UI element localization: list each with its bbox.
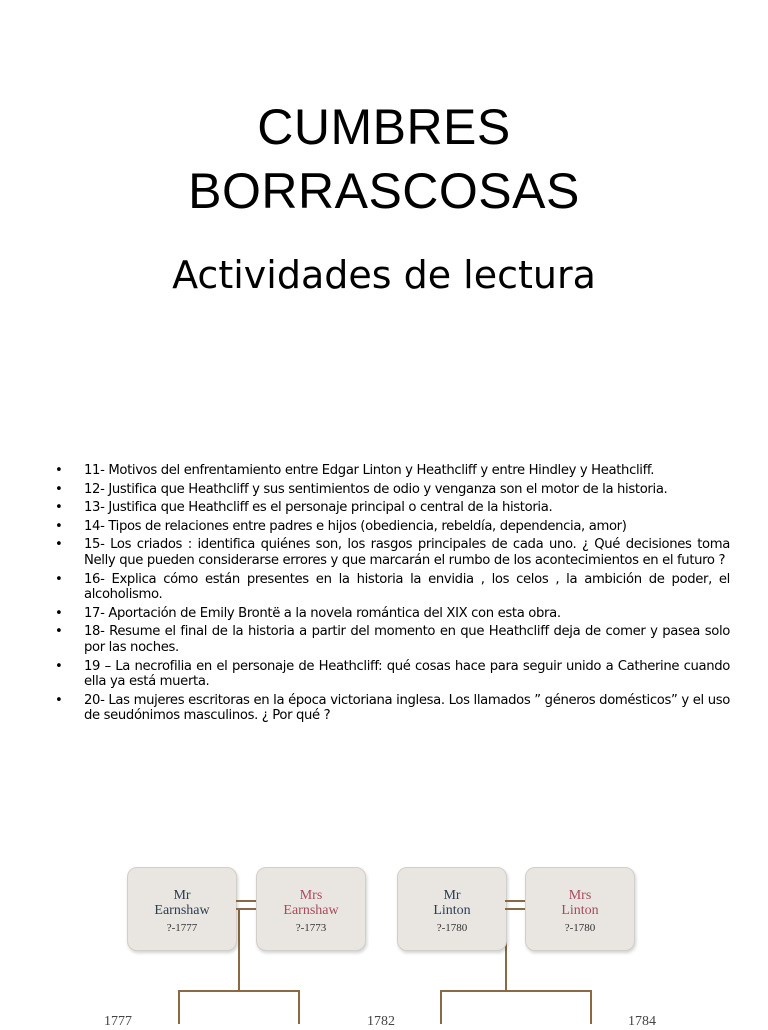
subtitle: Actividades de lectura xyxy=(172,253,596,297)
list-item: • 11- Motivos del enfrentamiento entre Edgar Linton y Heathcliff y entre Hindley y Heathcliff. xyxy=(55,463,730,479)
list-item: • 14- Tipos de relaciones entre padres e hijos (obediencia, rebeldía, dependencia, amor) xyxy=(55,519,730,535)
list-item: • 15- Los criados : identifica quiénes son, los rasgos principales de cada uno. ¿ Qué decisiones toma Nelly que pueden considerarse errores y que marcarán el rumbo de los acontecimientos en el futuro ? xyxy=(55,537,730,568)
marriage-symbol xyxy=(505,900,525,910)
activities-list xyxy=(55,463,730,727)
tree-line xyxy=(178,990,180,1024)
card-surname: Linton xyxy=(433,903,471,918)
card-surname: Linton xyxy=(561,903,599,918)
family-card-mrs-earnshaw xyxy=(256,867,366,951)
list-item: • 13- Justifica que Heathcliff es el personaje principal o central de la historia. xyxy=(55,500,730,516)
card-surname: Earnshaw xyxy=(283,903,339,918)
list-item: • 20- Las mujeres escritoras en la época victoriana inglesa. Los llamados ” géneros domésticos” y el uso de seudónimos masculinos. ¿ Por qué ? xyxy=(55,693,730,724)
tree-line xyxy=(440,990,590,992)
family-card-mr-linton xyxy=(397,867,507,951)
tree-line xyxy=(590,990,592,1024)
family-tree xyxy=(0,860,768,1029)
tree-line xyxy=(178,990,298,992)
title-line-2: BORRASCOSAS xyxy=(188,163,580,219)
family-card-mrs-linton xyxy=(525,867,635,951)
card-name: Mr xyxy=(173,888,191,903)
year-label: 1784 xyxy=(628,1014,656,1029)
list-item: • 12- Justifica que Heathcliff y sus sentimientos de odio y venganza son el motor de la historia. xyxy=(55,482,730,498)
tree-line xyxy=(238,910,240,990)
year-label: 1782 xyxy=(367,1014,395,1029)
title-line-1: CUMBRES xyxy=(257,99,511,155)
year-label: 1777 xyxy=(104,1014,132,1029)
card-years: ?-1780 xyxy=(564,922,596,934)
list-item: • 18- Resume el final de la historia a partir del momento en que Heathcliff deja de comer y pasea solo por las noches. xyxy=(55,624,730,655)
card-years: ?-1777 xyxy=(166,922,198,934)
card-years: ?-1780 xyxy=(436,922,468,934)
card-name: Mrs xyxy=(299,888,323,903)
list-item: • 16- Explica cómo están presentes en la historia la envidia , los celos , la ambición de poder, el alcoholismo. xyxy=(55,572,730,603)
page-title xyxy=(0,95,768,223)
tree-line xyxy=(298,990,300,1024)
tree-line xyxy=(440,990,442,1024)
card-years: ?-1773 xyxy=(295,922,327,934)
card-name: Mrs xyxy=(568,888,592,903)
card-surname: Earnshaw xyxy=(154,903,210,918)
marriage-symbol xyxy=(236,900,256,910)
list-item: • 19 – La necrofilia en el personaje de Heathcliff: qué cosas hace para seguir unido a Catherine cuando ella ya está muerta. xyxy=(55,659,730,690)
card-name: Mr xyxy=(443,888,461,903)
family-card-mr-earnshaw xyxy=(127,867,237,951)
list-item: • 17- Aportación de Emily Brontë a la novela romántica del XIX con esta obra. xyxy=(55,606,730,622)
